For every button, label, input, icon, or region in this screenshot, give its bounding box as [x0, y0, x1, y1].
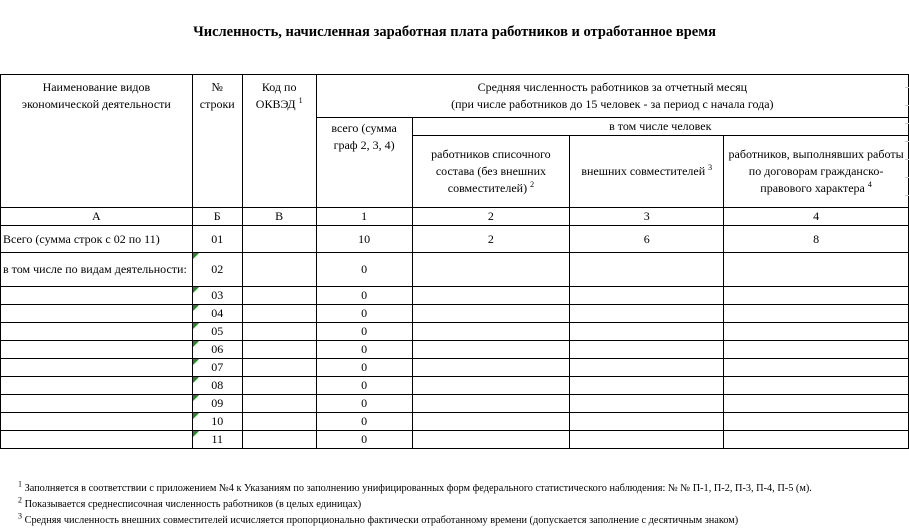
okved-cell[interactable] [242, 413, 316, 431]
activity-name-cell[interactable] [1, 359, 193, 377]
cell-value: 0 [361, 396, 368, 410]
total-cell[interactable] [316, 341, 412, 359]
activity-name-cell[interactable] [1, 341, 193, 359]
total-cell[interactable] [316, 413, 412, 431]
comment-indicator-icon [193, 359, 199, 365]
row-number-cell[interactable] [192, 226, 242, 253]
col-label-1[interactable]: 1 [316, 208, 412, 226]
header-civil-contract[interactable]: работников, выполнявших работы по договорам гражданско-правового характера $^4$ [724, 136, 909, 208]
edge-mark [905, 177, 909, 178]
contract-cell[interactable] [724, 253, 909, 287]
activity-name-cell[interactable] [1, 253, 193, 287]
table-row [1, 413, 909, 431]
cell-value: 0 [361, 262, 368, 276]
activity-name-cell[interactable] [1, 377, 193, 395]
cell-value: 0 [361, 342, 368, 356]
activity-name-cell[interactable] [1, 226, 193, 253]
header-average-subtitle: (при числе работников до 15 человек - за период с начала года) [451, 97, 774, 111]
activity-name-cell[interactable] [1, 305, 193, 323]
header-total[interactable]: всего (сумма граф 2, 3, 4) [316, 118, 412, 208]
payroll-cell[interactable] [412, 377, 570, 395]
table-row [1, 341, 909, 359]
comment-indicator-icon [193, 377, 199, 383]
total-cell[interactable] [316, 287, 412, 305]
cell-value: 8 [813, 231, 820, 246]
total-cell[interactable] [316, 359, 412, 377]
table-row [1, 226, 909, 253]
okved-cell[interactable] [242, 377, 316, 395]
activity-name-cell[interactable] [1, 395, 193, 413]
comment-indicator-icon [193, 305, 199, 311]
cell-value: 0 [361, 360, 368, 374]
external-cell[interactable] [570, 305, 724, 323]
total-cell[interactable] [316, 305, 412, 323]
edge-mark [905, 105, 909, 106]
header-average-title: Средняя численность работников за отчетный месяц [477, 80, 748, 94]
col-label-b[interactable]: Б [192, 208, 242, 226]
col-label-2[interactable]: 2 [412, 208, 570, 226]
comment-indicator-icon [193, 287, 199, 293]
contract-cell[interactable] [724, 395, 909, 413]
cell-value: 01 [211, 231, 224, 246]
comment-indicator-icon [193, 395, 199, 401]
comment-indicator-icon [193, 341, 199, 347]
edge-mark [905, 159, 909, 160]
comment-indicator-icon [193, 253, 199, 259]
header-row-number[interactable]: № строки [192, 75, 242, 208]
payroll-cell[interactable] [412, 305, 570, 323]
cell-value: 2 [487, 231, 494, 246]
row-number-cell[interactable] [192, 305, 242, 323]
okved-cell[interactable] [242, 359, 316, 377]
cell-value: 0 [361, 324, 368, 338]
payroll-cell[interactable] [412, 341, 570, 359]
footnotes [18, 481, 812, 529]
column-labels-row [1, 208, 909, 226]
report-table [0, 74, 909, 449]
row-number-cell[interactable] [192, 413, 242, 431]
activity-name-cell[interactable] [1, 431, 193, 449]
cell-value: 11 [211, 432, 224, 446]
cell-value: 0 [361, 306, 368, 320]
external-cell[interactable] [570, 377, 724, 395]
payroll-cell[interactable] [412, 253, 570, 287]
external-cell[interactable] [570, 341, 724, 359]
row-number-cell[interactable] [192, 395, 242, 413]
cell-value: 0 [361, 432, 368, 446]
contract-cell[interactable] [724, 359, 909, 377]
payroll-cell[interactable] [412, 413, 570, 431]
cell-value: Всего (сумма строк с 02 по 11) [3, 231, 160, 246]
col-label-4[interactable]: 4 [724, 208, 909, 226]
row-number-cell[interactable] [192, 253, 242, 287]
contract-cell[interactable] [724, 413, 909, 431]
table-row [1, 359, 909, 377]
okved-cell[interactable] [242, 395, 316, 413]
table-row [1, 305, 909, 323]
external-cell[interactable] [570, 413, 724, 431]
edge-mark [905, 87, 909, 88]
external-cell[interactable] [570, 395, 724, 413]
cell-value: 03 [211, 288, 224, 302]
payroll-cell[interactable] [412, 395, 570, 413]
header-external-parttime[interactable]: внешних совместителей $^3$ [570, 136, 724, 208]
okved-cell[interactable] [242, 431, 316, 449]
cell-value: 05 [211, 324, 224, 338]
contract-cell[interactable] [724, 377, 909, 395]
table-row [1, 431, 909, 449]
okved-cell[interactable] [242, 287, 316, 305]
payroll-cell[interactable] [412, 359, 570, 377]
row-number-cell[interactable] [192, 287, 242, 305]
external-cell[interactable] [570, 323, 724, 341]
activity-name-cell[interactable] [1, 323, 193, 341]
external-cell[interactable] [570, 431, 724, 449]
contract-cell[interactable] [724, 341, 909, 359]
external-cell[interactable] [570, 359, 724, 377]
cell-value: 0 [361, 378, 368, 392]
cell-value: 06 [211, 342, 224, 356]
cell-value: 10 [211, 414, 224, 428]
header-okved-code[interactable]: Код по ОКВЭД $^1$ [242, 75, 316, 208]
contract-cell[interactable] [724, 287, 909, 305]
cell-value: 04 [211, 306, 224, 320]
cell-value: 09 [211, 396, 224, 410]
footnote-text: Средняя численность внешних совместителей исчисляется пропорционально фактически отработанному времени (допускается заполнение с десятичным знаком) [24, 515, 739, 526]
okved-cell[interactable] [242, 253, 316, 287]
header-payroll-staff[interactable]: работников списочного состава (без внешних совместителей) $^2$ [412, 136, 570, 208]
table-row [1, 253, 909, 287]
payroll-cell[interactable] [412, 226, 570, 253]
header-including[interactable]: в том числе человек [412, 118, 908, 136]
table-row [1, 395, 909, 413]
table-row [1, 377, 909, 395]
header-activity-name[interactable]: Наименование видов экономической деятельности [1, 75, 193, 208]
activity-name-cell[interactable] [1, 413, 193, 431]
contract-cell[interactable] [724, 323, 909, 341]
payroll-cell[interactable] [412, 287, 570, 305]
footnote [18, 513, 812, 529]
external-cell[interactable] [570, 287, 724, 305]
external-cell[interactable] [570, 253, 724, 287]
cell-value: 10 [358, 231, 371, 246]
row-number-cell[interactable] [192, 377, 242, 395]
footnote-mark: 3 [18, 511, 22, 521]
footnote-mark: 2 [18, 495, 22, 505]
row-number-cell[interactable] [192, 359, 242, 377]
contract-cell[interactable] [724, 305, 909, 323]
payroll-cell[interactable] [412, 431, 570, 449]
row-number-cell[interactable] [192, 341, 242, 359]
edge-mark [905, 123, 909, 124]
table-row [1, 287, 909, 305]
row-number-cell[interactable] [192, 323, 242, 341]
footnote-text: Показывается среднесписочная численность работников (в целых единицах) [24, 499, 362, 510]
footnote-mark: 1 [18, 479, 22, 489]
okved-cell[interactable] [242, 323, 316, 341]
col-label-v[interactable]: В [242, 208, 316, 226]
cell-value: 08 [211, 378, 224, 392]
total-cell[interactable] [316, 253, 412, 287]
cell-value: 0 [361, 414, 368, 428]
okved-cell[interactable] [242, 341, 316, 359]
payroll-cell[interactable] [412, 323, 570, 341]
col-label-3[interactable]: 3 [570, 208, 724, 226]
cell-value: в том числе по видам деятельности: [3, 262, 187, 276]
edge-mark [905, 195, 909, 196]
cell-value: 0 [361, 288, 368, 302]
comment-indicator-icon [193, 431, 199, 437]
cell-value: 6 [643, 231, 650, 246]
external-cell[interactable] [570, 226, 724, 253]
comment-indicator-icon [193, 413, 199, 419]
row-number-cell[interactable] [192, 431, 242, 449]
cell-value: 02 [211, 262, 224, 276]
footnote-text: Заполняется в соответствии с приложением №4 к Указаниям по заполнению унифицированных форм федерального статистического наблюдения: № № П-1, П-2, П-3, П-4, П-5 (м). [24, 483, 812, 494]
okved-cell[interactable] [242, 305, 316, 323]
header-average-headcount[interactable] [316, 75, 908, 118]
table-row [1, 323, 909, 341]
total-cell[interactable] [316, 431, 412, 449]
cell-value: 07 [211, 360, 224, 374]
comment-indicator-icon [193, 323, 199, 329]
footnote [18, 497, 812, 513]
edge-mark [905, 141, 909, 142]
footnote [18, 481, 812, 497]
activity-name-cell[interactable] [1, 287, 193, 305]
total-cell[interactable] [316, 323, 412, 341]
contract-cell[interactable] [724, 431, 909, 449]
total-cell[interactable] [316, 226, 412, 253]
total-cell[interactable] [316, 395, 412, 413]
okved-cell[interactable] [242, 226, 316, 253]
contract-cell[interactable] [724, 226, 909, 253]
col-label-a[interactable]: А [1, 208, 193, 226]
total-cell[interactable] [316, 377, 412, 395]
report-title: Численность, начисленная заработная плата работников и отработанное время [193, 24, 716, 40]
